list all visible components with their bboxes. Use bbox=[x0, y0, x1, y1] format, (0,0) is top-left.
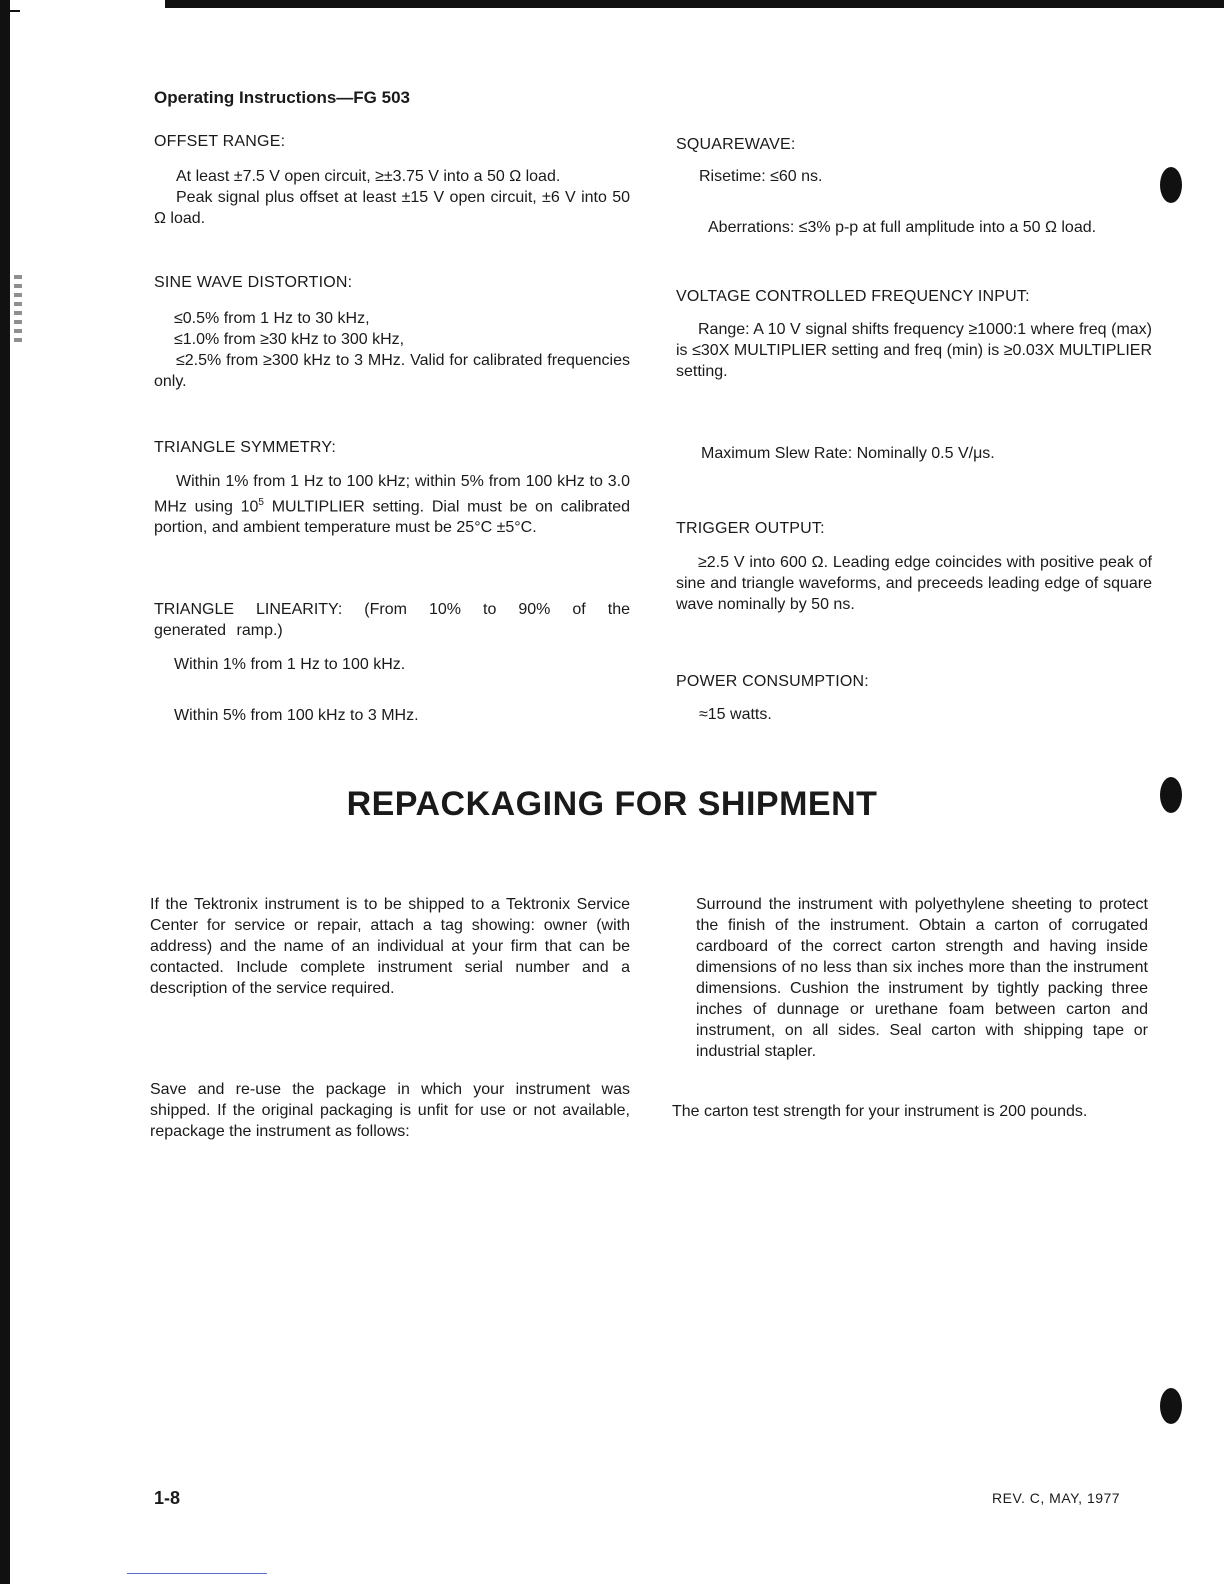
exponent: 5 bbox=[258, 497, 264, 508]
repackaging-heading: REPACKAGING FOR SHIPMENT bbox=[346, 785, 878, 823]
repackaging-paragraph-3: Surround the instrument with polyethylene sheeting to protect the finish of the instrument. Obtain a carton of corrugated cardboard of the correct carton strength and having inside dimensions of no less than six inches more than the instrument dimensions. Cushion the instrument by tightly packing three inches of dunnage or urethane foam between carton and instrument, on all sides. Seal carton with shipping tape or industrial stapler. bbox=[696, 896, 1148, 1060]
triangle-linearity-heading: TRIANGLE LINEARITY: (From 10% to 90% of the generated ramp.) bbox=[154, 601, 630, 639]
page-number: 1-8 bbox=[154, 1488, 181, 1508]
power-consumption-text: ≈15 watts. bbox=[699, 706, 772, 723]
scan-artifact bbox=[14, 275, 22, 345]
triangle-linearity-line-1: Within 1% from 1 Hz to 100 kHz. bbox=[174, 656, 406, 673]
squarewave-risetime: Risetime: ≤60 ns. bbox=[699, 168, 823, 185]
sine-distortion-line-3: ≤2.5% from ≥300 kHz to 3 MHz. Valid for calibrated frequencies only. bbox=[154, 352, 630, 390]
sine-distortion-heading: SINE WAVE DISTORTION: bbox=[154, 274, 353, 291]
scan-blue-line bbox=[127, 1573, 267, 1574]
vcf-input-heading: VOLTAGE CONTROLLED FREQUENCY INPUT: bbox=[676, 288, 1030, 305]
offset-range-text-1: At least ±7.5 V open circuit, ≥±3.75 V into a 50 Ω load. bbox=[176, 168, 561, 185]
trigger-output-text: ≥2.5 V into 600 Ω. Leading edge coincides with positive peak of sine and triangle waveforms, and preceeds leading edge of square wave nominally by 50 ns. bbox=[676, 554, 1152, 613]
power-consumption-heading: POWER CONSUMPTION: bbox=[676, 673, 869, 690]
triangle-linearity-line-2: Within 5% from 100 kHz to 3 MHz. bbox=[174, 707, 419, 724]
page-header: Operating Instructions—FG 503 bbox=[154, 88, 410, 107]
corner-mark bbox=[10, 10, 20, 12]
binder-hole-mark bbox=[1160, 1388, 1182, 1424]
vcf-input-slew-rate: Maximum Slew Rate: Nominally 0.5 V/μs. bbox=[701, 445, 995, 462]
sine-distortion-line-2: ≤1.0% from ≥30 kHz to 300 kHz, bbox=[174, 331, 405, 348]
triangle-symmetry-text-b: MULTIPLIER setting. Dial must be on calibrated portion, and ambient temperature must be 25°C ±5°C. bbox=[154, 498, 630, 537]
repackaging-paragraph-1: If the Tektronix instrument is to be shipped to a Tektronix Service Center for service or repair, attach a tag showing: owner (with address) and the name of an individual at your firm that can be contacted. Include complete instrument serial number and a description of the service required. bbox=[150, 896, 630, 997]
triangle-symmetry-text-a: Within 1% from 1 Hz to 100 kHz; within 5% from 100 kHz to 3.0 MHz using 10 bbox=[154, 473, 630, 516]
offset-range-heading: OFFSET RANGE: bbox=[154, 133, 286, 150]
sine-distortion-line-1: ≤0.5% from 1 Hz to 30 kHz, bbox=[174, 310, 370, 327]
revision-note: REV. C, MAY, 1977 bbox=[992, 1490, 1121, 1506]
squarewave-heading: SQUAREWAVE: bbox=[676, 136, 796, 153]
repackaging-paragraph-2: Save and re-use the package in which your instrument was shipped. If the original packaging is unfit for use or not available, repackage the instrument as follows: bbox=[150, 1081, 630, 1140]
top-rule bbox=[165, 0, 1224, 8]
triangle-symmetry-text bbox=[154, 471, 630, 538]
repackaging-paragraph-4: The carton test strength for your instrument is 200 pounds. bbox=[672, 1103, 1088, 1120]
squarewave-aberrations: Aberrations: ≤3% p-p at full amplitude into a 50 Ω load. bbox=[708, 219, 1097, 236]
vcf-input-range: Range: A 10 V signal shifts frequency ≥1000:1 where freq (max) is ≤30X MULTIPLIER setting and freq (min) is ≥0.03X MULTIPLIER setting. bbox=[676, 321, 1152, 380]
offset-range-text-2: Peak signal plus offset at least ±15 V open circuit, ±6 V into 50 Ω load. bbox=[154, 189, 630, 227]
trigger-output-heading: TRIGGER OUTPUT: bbox=[676, 520, 825, 537]
triangle-symmetry-heading: TRIANGLE SYMMETRY: bbox=[154, 439, 337, 456]
binder-hole-mark bbox=[1160, 167, 1182, 203]
